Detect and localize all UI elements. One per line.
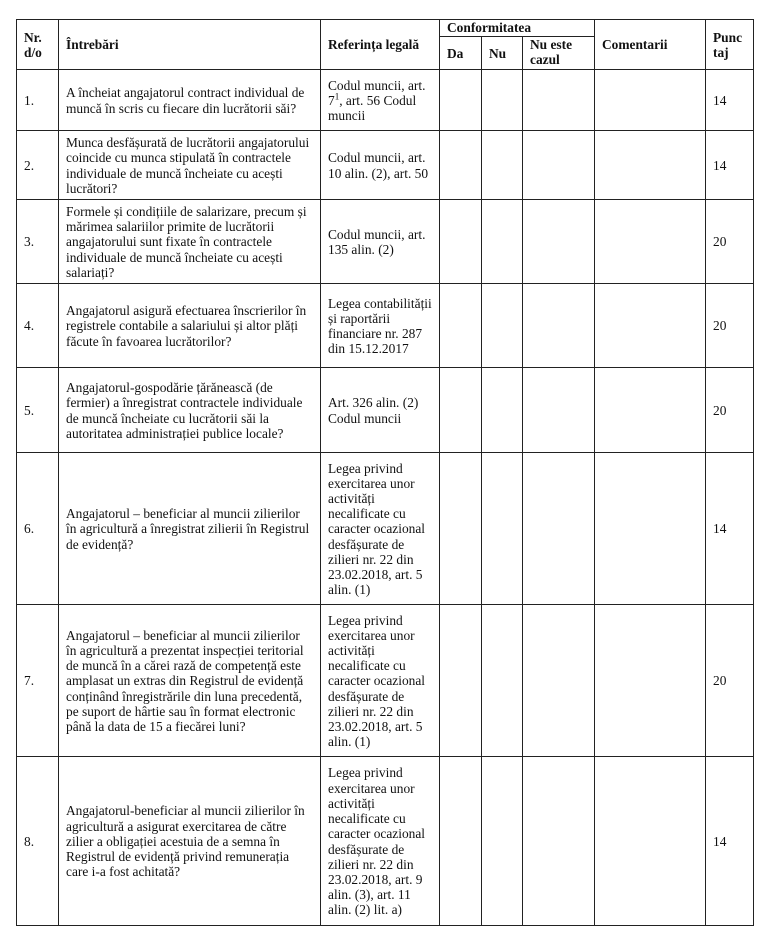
row-question: Angajatorul – beneficiar al muncii zilierilor în agricultură a înregistrat zilierii în Registrul de evidență?	[59, 453, 321, 605]
cell-nu	[482, 368, 523, 453]
table-row	[17, 757, 754, 926]
cell-da	[440, 284, 482, 368]
header-punctaj: Punc taj	[706, 20, 754, 70]
cell-nu	[482, 605, 523, 757]
cell-da	[440, 453, 482, 605]
row-number: 2.	[17, 131, 59, 200]
row-question: Angajatorul asigură efectuarea înscrierilor în registrele contabile a salariului și altor plăți făcute în favoarea lucrătorilor?	[59, 284, 321, 368]
row-number: 5.	[17, 368, 59, 453]
row-points: 20	[706, 368, 754, 453]
table-row	[17, 453, 754, 605]
row-legal-reference: Codul muncii, art. 10 alin. (2), art. 50	[321, 131, 440, 200]
row-question: Angajatorul-gospodărie țărănească (de fermier) a înregistrat contractele individuale de muncă încheiate cu lucrătorii săi la autoritatea administrației publice locale?	[59, 368, 321, 453]
row-points: 14	[706, 757, 754, 926]
cell-comentarii	[595, 70, 706, 131]
header-da: Da	[440, 37, 482, 70]
cell-nu-este-cazul	[523, 368, 595, 453]
cell-comentarii	[595, 200, 706, 284]
row-legal-reference: Legea privind exercitarea unor activități necalificate cu caracter ocazional desfășurate de zilieri nr. 22 din 23.02.2018, art. 5 alin. (1)	[321, 605, 440, 757]
row-legal-reference: Legea privind exercitarea unor activități necalificate cu caracter ocazional desfășurate de zilieri nr. 22 din 23.02.2018, art. 9 alin. (3), art. 11 alin. (2) lit. a)	[321, 757, 440, 926]
cell-comentarii	[595, 757, 706, 926]
cell-nu	[482, 757, 523, 926]
table-row	[17, 200, 754, 284]
header-row	[17, 20, 754, 37]
cell-comentarii	[595, 131, 706, 200]
cell-nu-este-cazul	[523, 131, 595, 200]
row-legal-reference: Legea privind exercitarea unor activități necalificate cu caracter ocazional desfășurate de zilieri nr. 22 din 23.02.2018, art. 5 alin. (1)	[321, 453, 440, 605]
header-comentarii: Comentarii	[595, 20, 706, 70]
cell-nu-este-cazul	[523, 284, 595, 368]
cell-da	[440, 200, 482, 284]
header-nr: Nr. d/o	[17, 20, 59, 70]
row-points: 14	[706, 453, 754, 605]
cell-nu	[482, 200, 523, 284]
header-intrebari: Întrebări	[59, 20, 321, 70]
row-points: 20	[706, 200, 754, 284]
header-nu: Nu	[482, 37, 523, 70]
ref-text-cont: , art. 56 Codul muncii	[328, 92, 417, 124]
checklist-table	[16, 19, 754, 926]
row-number: 3.	[17, 200, 59, 284]
row-question: Angajatorul – beneficiar al muncii zilierilor în agricultură a prezentat inspecției teritorial de muncă în a cărei rază de competență este amplasat un extras din Registrul de evidență conținând înregistrările din luna precedentă, pe suport de hârtie sau în format electronic până la data de 15 a fiecărei luni?	[59, 605, 321, 757]
cell-comentarii	[595, 284, 706, 368]
cell-nu-este-cazul	[523, 70, 595, 131]
cell-comentarii	[595, 453, 706, 605]
table-row	[17, 284, 754, 368]
row-number: 7.	[17, 605, 59, 757]
cell-da	[440, 368, 482, 453]
cell-da	[440, 70, 482, 131]
ref-superscript: 1	[334, 91, 340, 102]
header-conformitatea: Conformitatea	[440, 20, 595, 37]
row-points: 20	[706, 284, 754, 368]
cell-nu-este-cazul	[523, 757, 595, 926]
row-number: 4.	[17, 284, 59, 368]
row-number: 8.	[17, 757, 59, 926]
row-question: Munca desfășurată de lucrătorii angajatorului coincide cu munca stipulată în contractele individuale de muncă încheiate cu acești lucrători?	[59, 131, 321, 200]
cell-comentarii	[595, 368, 706, 453]
cell-da	[440, 757, 482, 926]
table-row	[17, 70, 754, 131]
row-points: 14	[706, 131, 754, 200]
row-points: 20	[706, 605, 754, 757]
row-question: A încheiat angajatorul contract individual de muncă în scris cu fiecare din lucrătorii săi?	[59, 70, 321, 131]
row-number: 1.	[17, 70, 59, 131]
cell-nu	[482, 70, 523, 131]
table-row	[17, 368, 754, 453]
header-nu-este-cazul: Nu este cazul	[523, 37, 595, 70]
ref-text: Codul muncii, art. 7	[328, 77, 426, 108]
cell-nu-este-cazul	[523, 200, 595, 284]
cell-nu-este-cazul	[523, 453, 595, 605]
cell-nu	[482, 131, 523, 200]
table-row	[17, 131, 754, 200]
row-question: Formele și condițiile de salarizare, precum și mărimea salariilor primite de lucrătorii angajatorului sunt fixate în contractele individuale de muncă încheiate cu acești salariați?	[59, 200, 321, 284]
table-row	[17, 605, 754, 757]
row-number: 6.	[17, 453, 59, 605]
cell-nu	[482, 453, 523, 605]
row-legal-reference: Legea contabilității și raportării financiare nr. 287 din 15.12.2017	[321, 284, 440, 368]
row-points: 14	[706, 70, 754, 131]
row-legal-reference: Art. 326 alin. (2) Codul muncii	[321, 368, 440, 453]
cell-da	[440, 605, 482, 757]
row-legal-reference: Codul muncii, art. 135 alin. (2)	[321, 200, 440, 284]
header-referinta: Referința legală	[321, 20, 440, 70]
cell-da	[440, 131, 482, 200]
cell-comentarii	[595, 605, 706, 757]
row-question: Angajatorul-beneficiar al muncii zilierilor în agricultură a asigurat exercitarea de către zilier a obligației acestuia de a semna în Registrul de evidență privind remunerația care i-a fost achitată?	[59, 757, 321, 926]
cell-nu-este-cazul	[523, 605, 595, 757]
row-legal-reference	[321, 70, 440, 131]
cell-nu	[482, 284, 523, 368]
